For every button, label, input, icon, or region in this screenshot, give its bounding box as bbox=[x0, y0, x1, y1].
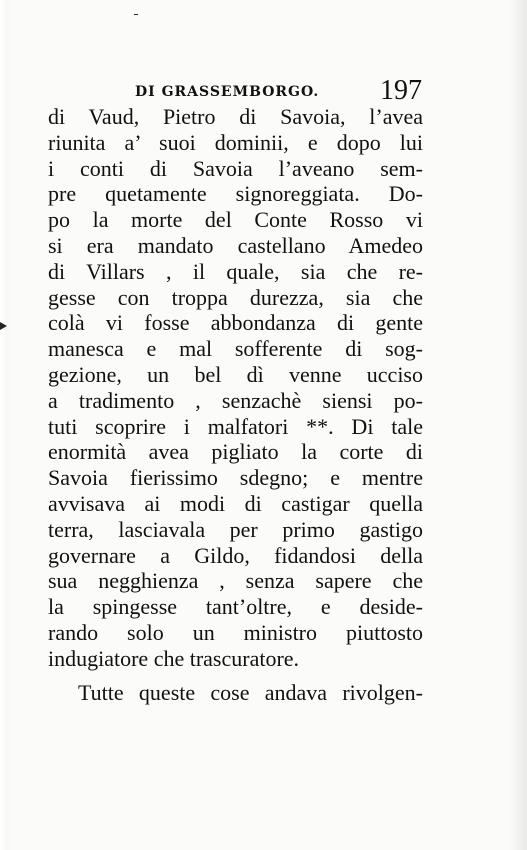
text-line: sua negghienza , senza sapere che bbox=[48, 568, 423, 594]
text-line: enormità avea pigliato la corte di bbox=[48, 439, 423, 465]
text-line: po la morte del Conte Rosso vi bbox=[48, 207, 423, 233]
text-line: gezione, un bel dì venne ucciso bbox=[48, 361, 423, 387]
text-line: colà vi fosse abbondanza di gente bbox=[48, 310, 423, 336]
text-line: tuti scoprire i malfatori **. Di tale bbox=[48, 413, 423, 439]
text-line: di Villars , il quale, sia che re- bbox=[48, 258, 423, 284]
running-head bbox=[55, 75, 422, 106]
text-line: i conti di Savoia l’aveano sem- bbox=[48, 155, 423, 181]
right-page-shadow bbox=[509, 0, 527, 850]
margin-mark bbox=[0, 322, 7, 330]
text-line: rando solo un ministro piuttosto bbox=[48, 619, 423, 645]
text-line: a tradimento , senzachè siensi po- bbox=[48, 387, 423, 413]
paragraph-end-line: indugiatore che trascuratore. bbox=[48, 645, 300, 671]
text-line: terra, lasciavala per primo gastigo bbox=[48, 516, 423, 542]
running-title: DI GRASSEMBORGO. bbox=[135, 84, 320, 100]
text-line: si era mandato castellano Amedeo bbox=[48, 232, 423, 258]
top-speck bbox=[134, 14, 138, 15]
main-text bbox=[48, 104, 423, 705]
text-line: la spingesse tant’oltre, e deside- bbox=[48, 594, 423, 620]
text-line: riunita a’ suoi dominii, e dopo lui bbox=[48, 129, 423, 155]
paragraph-start-line: Tutte queste cose andava rivolgen- bbox=[78, 679, 423, 705]
text-line: gesse con troppa durezza, sia che bbox=[48, 284, 423, 310]
text-line: governare a Gildo, fidandosi della bbox=[48, 542, 423, 568]
paragraph-gap bbox=[48, 672, 423, 680]
text-line: avvisava ai modi di castigar quella bbox=[48, 490, 423, 516]
text-line: di Vaud, Pietro di Savoia, l’avea bbox=[48, 104, 423, 129]
text-line: Savoia fierissimo sdegno; e mentre bbox=[48, 465, 423, 491]
page-number: 197 bbox=[380, 75, 422, 106]
text-line: pre quetamente signoreggiata. Do- bbox=[48, 181, 423, 207]
left-page-shadow bbox=[0, 0, 12, 850]
text-line: manesca e mal sofferente di sog- bbox=[48, 336, 423, 362]
